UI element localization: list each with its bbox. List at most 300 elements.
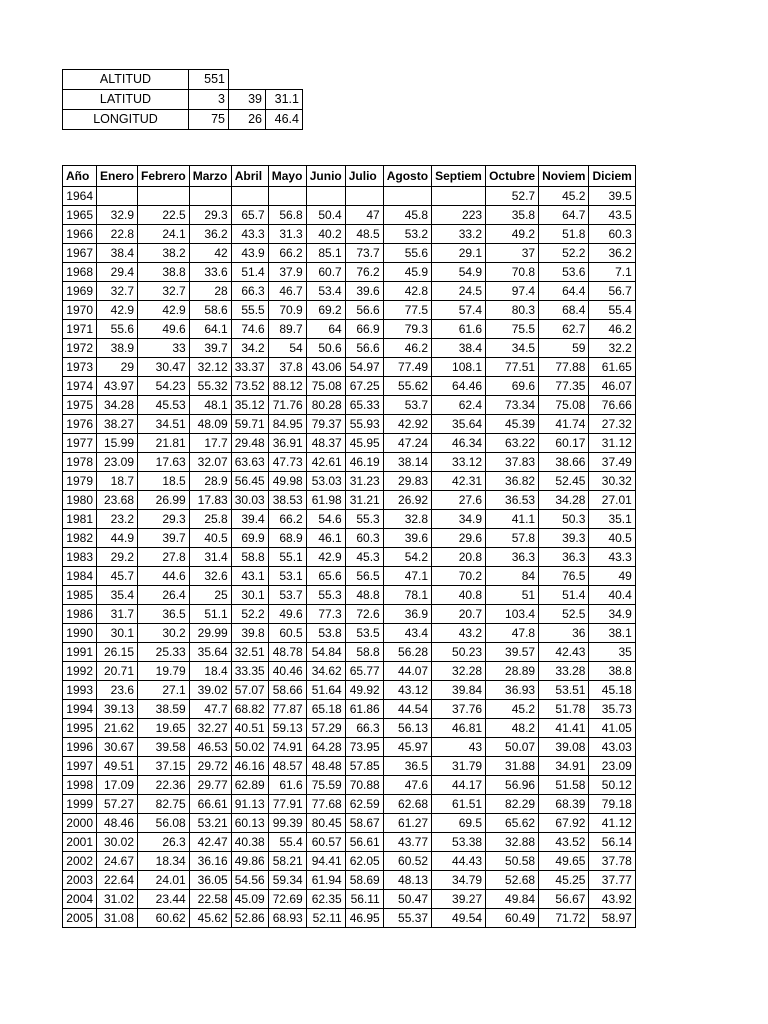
value-cell: 61.94	[306, 871, 345, 890]
value-cell: 50.58	[486, 852, 539, 871]
value-cell: 22.5	[138, 206, 190, 225]
value-cell: 48.09	[189, 415, 231, 434]
value-cell: 52.2	[231, 605, 268, 624]
value-cell	[231, 187, 268, 206]
value-cell: 18.4	[189, 662, 231, 681]
value-cell: 51.64	[306, 681, 345, 700]
year-cell: 1966	[63, 225, 97, 244]
value-cell: 77.3	[306, 605, 345, 624]
value-cell: 38.4	[97, 244, 138, 263]
header-row	[63, 166, 636, 187]
value-cell: 78.1	[383, 586, 431, 605]
value-cell: 54	[268, 339, 306, 358]
value-cell: 53.7	[268, 586, 306, 605]
year-cell: 1992	[63, 662, 97, 681]
value-cell: 79.3	[383, 320, 431, 339]
value-cell: 27.32	[589, 415, 635, 434]
value-cell: 46.2	[589, 320, 635, 339]
value-cell: 39.27	[432, 890, 486, 909]
value-cell: 38.59	[138, 700, 190, 719]
value-cell: 66.2	[268, 510, 306, 529]
value-cell: 77.68	[306, 795, 345, 814]
value-cell: 58.97	[589, 909, 635, 928]
value-cell: 70.2	[432, 567, 486, 586]
location-label: ALTITUD	[63, 70, 189, 90]
value-cell: 65.7	[231, 206, 268, 225]
value-cell: 54.56	[231, 871, 268, 890]
value-cell: 56.13	[383, 719, 431, 738]
column-header: Julio	[345, 166, 383, 187]
year-cell: 1979	[63, 472, 97, 491]
value-cell: 64.46	[432, 377, 486, 396]
value-cell: 34.79	[432, 871, 486, 890]
value-cell: 41.12	[589, 814, 635, 833]
value-cell: 58.8	[231, 548, 268, 567]
table-row	[63, 605, 636, 624]
value-cell: 22.58	[189, 890, 231, 909]
value-cell: 26.15	[97, 643, 138, 662]
value-cell: 51.78	[539, 700, 589, 719]
value-cell: 52.11	[306, 909, 345, 928]
value-cell: 52.2	[539, 244, 589, 263]
value-cell: 34.5	[486, 339, 539, 358]
value-cell: 55.37	[383, 909, 431, 928]
value-cell: 43.3	[231, 225, 268, 244]
value-cell: 37	[486, 244, 539, 263]
value-cell: 35.64	[432, 415, 486, 434]
value-cell: 45.39	[486, 415, 539, 434]
value-cell: 18.34	[138, 852, 190, 871]
table-row	[63, 738, 636, 757]
table-row	[63, 909, 636, 928]
value-cell: 77.88	[539, 358, 589, 377]
table-row	[63, 700, 636, 719]
value-cell: 62.59	[345, 795, 383, 814]
value-cell: 66.9	[345, 320, 383, 339]
value-cell: 49.54	[432, 909, 486, 928]
value-cell: 53.8	[306, 624, 345, 643]
value-cell: 58.21	[268, 852, 306, 871]
value-cell: 43.77	[383, 833, 431, 852]
value-cell: 73.34	[486, 396, 539, 415]
value-cell: 68.39	[539, 795, 589, 814]
value-cell: 25	[189, 586, 231, 605]
value-cell: 36.5	[383, 757, 431, 776]
value-cell: 36.82	[486, 472, 539, 491]
value-cell: 57.29	[306, 719, 345, 738]
value-cell: 74.6	[231, 320, 268, 339]
value-cell: 45.3	[345, 548, 383, 567]
value-cell: 56.14	[589, 833, 635, 852]
value-cell: 32.88	[486, 833, 539, 852]
value-cell: 37.78	[589, 852, 635, 871]
value-cell: 45.7	[97, 567, 138, 586]
value-cell: 63.63	[231, 453, 268, 472]
value-cell: 39.57	[486, 643, 539, 662]
value-cell: 30.47	[138, 358, 190, 377]
value-cell: 29.2	[97, 548, 138, 567]
value-cell: 47.8	[486, 624, 539, 643]
value-cell: 56.67	[539, 890, 589, 909]
value-cell: 52.7	[486, 187, 539, 206]
value-cell: 43.12	[383, 681, 431, 700]
value-cell: 50.12	[589, 776, 635, 795]
column-header: Diciem	[589, 166, 635, 187]
value-cell: 46.2	[383, 339, 431, 358]
value-cell: 55.4	[589, 301, 635, 320]
value-cell: 36.53	[486, 491, 539, 510]
value-cell: 27.1	[138, 681, 190, 700]
value-cell: 34.51	[138, 415, 190, 434]
value-cell: 60.17	[539, 434, 589, 453]
value-cell: 30.1	[231, 586, 268, 605]
value-cell: 47	[345, 206, 383, 225]
value-cell: 69.2	[306, 301, 345, 320]
column-header: Mayo	[268, 166, 306, 187]
value-cell: 54.84	[306, 643, 345, 662]
year-cell: 1981	[63, 510, 97, 529]
value-cell: 42.92	[383, 415, 431, 434]
value-cell: 46.7	[268, 282, 306, 301]
value-cell: 53.2	[383, 225, 431, 244]
table-row	[63, 890, 636, 909]
value-cell: 52.86	[231, 909, 268, 928]
value-cell: 45.18	[589, 681, 635, 700]
value-cell: 49.6	[138, 320, 190, 339]
value-cell: 58.67	[345, 814, 383, 833]
value-cell: 64.28	[306, 738, 345, 757]
value-cell: 47.24	[383, 434, 431, 453]
value-cell: 49.2	[486, 225, 539, 244]
value-cell: 33.37	[231, 358, 268, 377]
value-cell: 62.68	[383, 795, 431, 814]
table-row	[63, 529, 636, 548]
value-cell: 73.7	[345, 244, 383, 263]
value-cell: 22.8	[97, 225, 138, 244]
value-cell: 32.07	[189, 453, 231, 472]
value-cell: 55.4	[268, 833, 306, 852]
value-cell: 37.15	[138, 757, 190, 776]
value-cell: 80.28	[306, 396, 345, 415]
value-cell: 62.05	[345, 852, 383, 871]
value-cell: 59	[539, 339, 589, 358]
value-cell: 20.71	[97, 662, 138, 681]
value-cell: 20.7	[432, 605, 486, 624]
value-cell: 23.44	[138, 890, 190, 909]
value-cell: 65.77	[345, 662, 383, 681]
value-cell: 57.85	[345, 757, 383, 776]
value-cell: 34.91	[539, 757, 589, 776]
value-cell: 65.33	[345, 396, 383, 415]
table-row	[63, 567, 636, 586]
year-cell: 1990	[63, 624, 97, 643]
value-cell	[97, 187, 138, 206]
value-cell: 39.84	[432, 681, 486, 700]
value-cell: 84.95	[268, 415, 306, 434]
value-cell: 97.4	[486, 282, 539, 301]
year-cell: 1976	[63, 415, 97, 434]
year-cell: 1991	[63, 643, 97, 662]
value-cell: 38.14	[383, 453, 431, 472]
table-row	[63, 719, 636, 738]
value-cell: 48.1	[189, 396, 231, 415]
value-cell: 56.5	[345, 567, 383, 586]
value-cell: 38.8	[138, 263, 190, 282]
column-header: Junio	[306, 166, 345, 187]
value-cell: 45.53	[138, 396, 190, 415]
value-cell: 61.86	[345, 700, 383, 719]
value-cell: 57.07	[231, 681, 268, 700]
value-cell: 53.7	[383, 396, 431, 415]
table-row	[63, 795, 636, 814]
value-cell: 56.08	[138, 814, 190, 833]
value-cell: 28	[189, 282, 231, 301]
value-cell	[432, 187, 486, 206]
value-cell: 59.71	[231, 415, 268, 434]
value-cell: 27.6	[432, 491, 486, 510]
value-cell: 69.6	[486, 377, 539, 396]
value-cell: 75.59	[306, 776, 345, 795]
value-cell: 82.29	[486, 795, 539, 814]
table-row	[63, 434, 636, 453]
table-row	[63, 814, 636, 833]
value-cell: 17.7	[189, 434, 231, 453]
year-cell: 1967	[63, 244, 97, 263]
year-cell: 1997	[63, 757, 97, 776]
location-value	[229, 70, 266, 90]
value-cell: 55.1	[268, 548, 306, 567]
value-cell: 74.91	[268, 738, 306, 757]
value-cell: 79.37	[306, 415, 345, 434]
value-cell: 35.8	[486, 206, 539, 225]
column-header: Año	[63, 166, 97, 187]
rainfall-table	[62, 165, 636, 928]
table-row	[63, 225, 636, 244]
value-cell: 50.4	[306, 206, 345, 225]
value-cell: 37.9	[268, 263, 306, 282]
value-cell: 76.66	[589, 396, 635, 415]
value-cell: 51	[486, 586, 539, 605]
value-cell: 26.99	[138, 491, 190, 510]
value-cell: 48.46	[97, 814, 138, 833]
value-cell: 44.6	[138, 567, 190, 586]
year-cell: 2005	[63, 909, 97, 928]
value-cell: 27.01	[589, 491, 635, 510]
value-cell: 35.4	[97, 586, 138, 605]
value-cell: 42.43	[539, 643, 589, 662]
value-cell: 40.2	[306, 225, 345, 244]
value-cell: 33	[138, 339, 190, 358]
value-cell: 23.09	[97, 453, 138, 472]
value-cell: 56.61	[345, 833, 383, 852]
value-cell: 60.57	[306, 833, 345, 852]
year-cell: 1980	[63, 491, 97, 510]
value-cell: 50.3	[539, 510, 589, 529]
year-cell: 1984	[63, 567, 97, 586]
value-cell: 62.35	[306, 890, 345, 909]
value-cell: 61.65	[589, 358, 635, 377]
value-cell: 49.86	[231, 852, 268, 871]
table-row	[63, 396, 636, 415]
value-cell: 39.3	[539, 529, 589, 548]
value-cell: 48.5	[345, 225, 383, 244]
value-cell: 51.8	[539, 225, 589, 244]
value-cell: 63.22	[486, 434, 539, 453]
value-cell: 44.54	[383, 700, 431, 719]
value-cell: 24.1	[138, 225, 190, 244]
value-cell: 71.72	[539, 909, 589, 928]
value-cell: 43.4	[383, 624, 431, 643]
value-cell: 29.3	[189, 206, 231, 225]
value-cell: 45.25	[539, 871, 589, 890]
value-cell: 37.8	[268, 358, 306, 377]
value-cell	[138, 187, 190, 206]
value-cell: 18.7	[97, 472, 138, 491]
value-cell: 33.28	[539, 662, 589, 681]
value-cell: 45.97	[383, 738, 431, 757]
value-cell: 36.16	[189, 852, 231, 871]
value-cell: 64.4	[539, 282, 589, 301]
value-cell: 35	[589, 643, 635, 662]
value-cell: 50.6	[306, 339, 345, 358]
value-cell: 60.3	[589, 225, 635, 244]
column-header: Abril	[231, 166, 268, 187]
value-cell: 34.9	[432, 510, 486, 529]
value-cell: 76.5	[539, 567, 589, 586]
value-cell: 32.6	[189, 567, 231, 586]
value-cell: 70.88	[345, 776, 383, 795]
value-cell: 41.05	[589, 719, 635, 738]
table-row	[63, 358, 636, 377]
value-cell: 57.27	[97, 795, 138, 814]
value-cell: 34.28	[97, 396, 138, 415]
value-cell: 49.98	[268, 472, 306, 491]
value-cell: 54.9	[432, 263, 486, 282]
value-cell: 39.6	[345, 282, 383, 301]
value-cell: 59.34	[268, 871, 306, 890]
value-cell: 84	[486, 567, 539, 586]
value-cell: 21.81	[138, 434, 190, 453]
year-cell: 1982	[63, 529, 97, 548]
value-cell: 66.3	[231, 282, 268, 301]
value-cell: 31.21	[345, 491, 383, 510]
value-cell: 75.5	[486, 320, 539, 339]
value-cell: 50.47	[383, 890, 431, 909]
value-cell: 29.48	[231, 434, 268, 453]
value-cell: 35.12	[231, 396, 268, 415]
value-cell: 56.28	[383, 643, 431, 662]
year-cell: 2003	[63, 871, 97, 890]
location-label: LATITUD	[63, 90, 189, 110]
value-cell: 30.2	[138, 624, 190, 643]
table-row	[63, 206, 636, 225]
value-cell: 94.41	[306, 852, 345, 871]
value-cell: 48.57	[268, 757, 306, 776]
table-row	[63, 871, 636, 890]
value-cell: 38.66	[539, 453, 589, 472]
value-cell: 37.49	[589, 453, 635, 472]
value-cell: 49.84	[486, 890, 539, 909]
value-cell: 39.8	[231, 624, 268, 643]
year-cell: 2001	[63, 833, 97, 852]
value-cell: 46.16	[231, 757, 268, 776]
table-row	[63, 187, 636, 206]
value-cell: 28.9	[189, 472, 231, 491]
value-cell: 67.92	[539, 814, 589, 833]
value-cell: 47.7	[189, 700, 231, 719]
value-cell: 32.12	[189, 358, 231, 377]
value-cell: 61.6	[432, 320, 486, 339]
value-cell: 41.1	[486, 510, 539, 529]
value-cell: 31.7	[97, 605, 138, 624]
value-cell: 49.65	[539, 852, 589, 871]
value-cell: 38.27	[97, 415, 138, 434]
value-cell: 77.35	[539, 377, 589, 396]
value-cell: 29.4	[97, 263, 138, 282]
value-cell: 39.4	[231, 510, 268, 529]
year-cell: 1994	[63, 700, 97, 719]
value-cell: 47.1	[383, 567, 431, 586]
value-cell: 32.27	[189, 719, 231, 738]
value-cell: 64	[306, 320, 345, 339]
value-cell: 15.99	[97, 434, 138, 453]
value-cell: 66.3	[345, 719, 383, 738]
value-cell: 29.6	[432, 529, 486, 548]
year-cell: 1986	[63, 605, 97, 624]
value-cell: 60.7	[306, 263, 345, 282]
value-cell: 34.62	[306, 662, 345, 681]
value-cell: 25.8	[189, 510, 231, 529]
value-cell: 44.17	[432, 776, 486, 795]
value-cell: 32.7	[138, 282, 190, 301]
value-cell: 22.64	[97, 871, 138, 890]
value-cell: 46.81	[432, 719, 486, 738]
value-cell: 44.07	[383, 662, 431, 681]
value-cell: 58.8	[345, 643, 383, 662]
value-cell: 48.48	[306, 757, 345, 776]
value-cell: 103.4	[486, 605, 539, 624]
value-cell: 31.02	[97, 890, 138, 909]
value-cell: 41.41	[539, 719, 589, 738]
value-cell: 79.18	[589, 795, 635, 814]
value-cell: 52.45	[539, 472, 589, 491]
value-cell: 26.4	[138, 586, 190, 605]
table-row	[63, 453, 636, 472]
table-row	[63, 510, 636, 529]
year-cell: 1996	[63, 738, 97, 757]
value-cell: 69.9	[231, 529, 268, 548]
value-cell: 77.5	[383, 301, 431, 320]
value-cell: 39.02	[189, 681, 231, 700]
value-cell: 23.09	[589, 757, 635, 776]
value-cell: 31.79	[432, 757, 486, 776]
value-cell: 56.96	[486, 776, 539, 795]
value-cell: 32.51	[231, 643, 268, 662]
table-row	[63, 776, 636, 795]
value-cell: 53.51	[539, 681, 589, 700]
value-cell: 68.93	[268, 909, 306, 928]
value-cell: 17.09	[97, 776, 138, 795]
value-cell: 55.3	[345, 510, 383, 529]
table-row	[63, 852, 636, 871]
value-cell: 68.82	[231, 700, 268, 719]
value-cell: 23.2	[97, 510, 138, 529]
value-cell	[189, 187, 231, 206]
year-cell: 1968	[63, 263, 97, 282]
value-cell: 45.8	[383, 206, 431, 225]
value-cell: 50.07	[486, 738, 539, 757]
value-cell: 38.4	[432, 339, 486, 358]
